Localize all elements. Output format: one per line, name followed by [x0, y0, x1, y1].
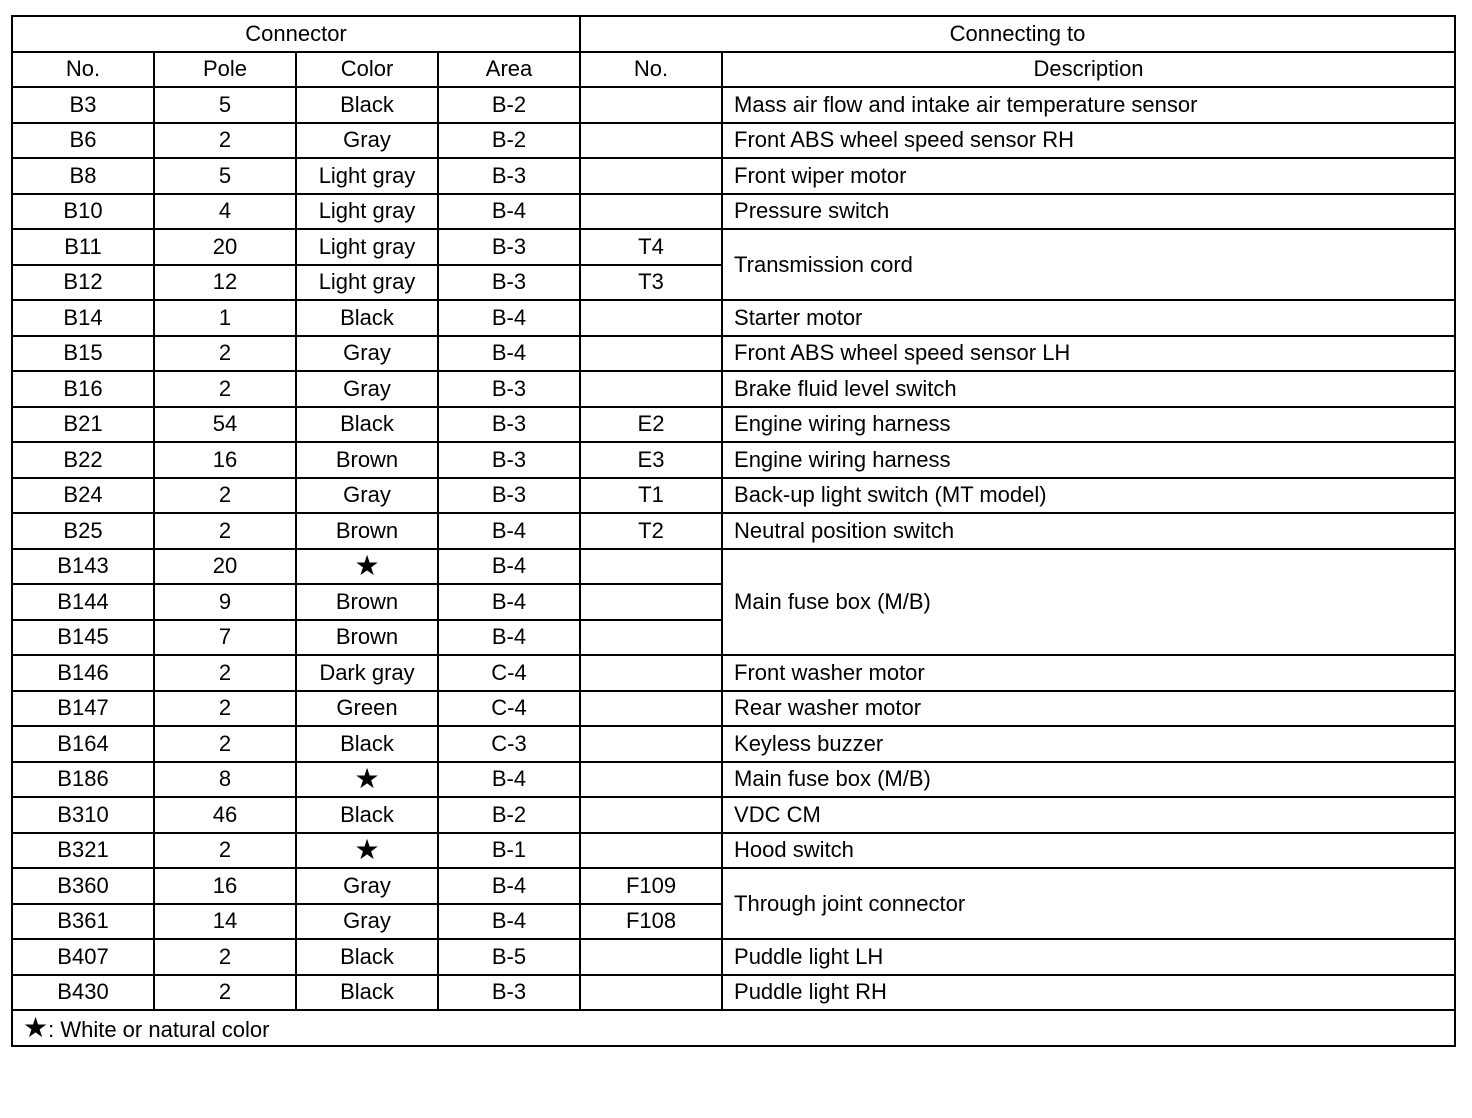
star-icon: ★ [23, 1011, 49, 1043]
connector-no-cell: B144 [12, 584, 154, 620]
table-row [12, 726, 1455, 762]
table-row [12, 549, 1455, 585]
table-row [12, 371, 1455, 407]
color-cell: Gray [296, 868, 438, 904]
table-body [12, 87, 1455, 1010]
description-cell: Engine wiring harness [722, 407, 1455, 443]
pole-cell: 2 [154, 478, 296, 514]
color-cell: Brown [296, 513, 438, 549]
table-row [12, 300, 1455, 336]
footnote-row [12, 1010, 1455, 1046]
pole-cell: 4 [154, 194, 296, 230]
connector-group-header: Connector [12, 16, 580, 52]
pole-cell: 2 [154, 123, 296, 159]
area-cell: B-3 [438, 229, 580, 265]
color-cell: Gray [296, 336, 438, 372]
color-cell: Light gray [296, 229, 438, 265]
footnote-text: : White or natural color [48, 1016, 270, 1042]
area-cell: B-2 [438, 87, 580, 123]
connecting-no-cell [580, 655, 722, 691]
connecting-no-cell [580, 584, 722, 620]
table-row [12, 797, 1455, 833]
area-cell: C-4 [438, 691, 580, 727]
pole-cell: 2 [154, 726, 296, 762]
col-header-area: Area [438, 52, 580, 88]
color-cell: Black [296, 797, 438, 833]
table-row [12, 442, 1455, 478]
connecting-no-cell [580, 939, 722, 975]
connector-no-cell: B25 [12, 513, 154, 549]
color-cell: Light gray [296, 194, 438, 230]
description-cell: Front ABS wheel speed sensor RH [722, 123, 1455, 159]
pole-cell: 9 [154, 584, 296, 620]
connecting-no-cell [580, 158, 722, 194]
table-row [12, 868, 1455, 904]
table-row [12, 478, 1455, 514]
connecting-no-cell [580, 87, 722, 123]
description-cell: Mass air flow and intake air temperature sensor [722, 87, 1455, 123]
connecting-no-cell [580, 300, 722, 336]
area-cell: B-3 [438, 975, 580, 1011]
connecting-no-cell: T3 [580, 265, 722, 301]
col-header-pole: Pole [154, 52, 296, 88]
pole-cell: 20 [154, 549, 296, 585]
description-cell: Pressure switch [722, 194, 1455, 230]
pole-cell: 2 [154, 939, 296, 975]
connector-no-cell: B430 [12, 975, 154, 1011]
color-cell: Black [296, 726, 438, 762]
connector-no-cell: B164 [12, 726, 154, 762]
pole-cell: 5 [154, 158, 296, 194]
area-cell: B-4 [438, 194, 580, 230]
color-cell: Dark gray [296, 655, 438, 691]
connector-no-cell: B24 [12, 478, 154, 514]
col-header-description: Description [722, 52, 1455, 88]
connector-no-cell: B361 [12, 904, 154, 940]
pole-cell: 2 [154, 691, 296, 727]
pole-cell: 2 [154, 513, 296, 549]
color-cell: Green [296, 691, 438, 727]
area-cell: B-4 [438, 549, 580, 585]
connector-no-cell: B407 [12, 939, 154, 975]
description-cell: Transmission cord [722, 229, 1455, 300]
area-cell: B-4 [438, 904, 580, 940]
connecting-no-cell [580, 975, 722, 1011]
description-cell: Front wiper motor [722, 158, 1455, 194]
connector-no-cell: B15 [12, 336, 154, 372]
connecting-no-cell [580, 620, 722, 656]
description-cell: Puddle light LH [722, 939, 1455, 975]
color-cell: Brown [296, 584, 438, 620]
area-cell: B-4 [438, 584, 580, 620]
pole-cell: 16 [154, 442, 296, 478]
area-cell: B-3 [438, 158, 580, 194]
connector-no-cell: B21 [12, 407, 154, 443]
area-cell: B-3 [438, 265, 580, 301]
connecting-no-cell: F109 [580, 868, 722, 904]
connecting-no-cell: T4 [580, 229, 722, 265]
connector-no-cell: B147 [12, 691, 154, 727]
area-cell: B-4 [438, 868, 580, 904]
connector-no-cell: B145 [12, 620, 154, 656]
color-cell: Black [296, 300, 438, 336]
description-cell: Neutral position switch [722, 513, 1455, 549]
connecting-no-cell [580, 833, 722, 869]
color-cell: Light gray [296, 158, 438, 194]
connecting-no-cell [580, 371, 722, 407]
star-icon: ★ [354, 550, 380, 582]
pole-cell: 2 [154, 336, 296, 372]
description-cell: VDC CM [722, 797, 1455, 833]
description-cell: Engine wiring harness [722, 442, 1455, 478]
pole-cell: 46 [154, 797, 296, 833]
connecting-no-cell: E3 [580, 442, 722, 478]
description-cell: Brake fluid level switch [722, 371, 1455, 407]
table-row [12, 229, 1455, 265]
connecting-no-cell [580, 691, 722, 727]
pole-cell: 2 [154, 371, 296, 407]
table-row [12, 513, 1455, 549]
connecting-no-cell [580, 194, 722, 230]
table-row [12, 939, 1455, 975]
connecting-no-cell: E2 [580, 407, 722, 443]
description-cell: Starter motor [722, 300, 1455, 336]
pole-cell: 2 [154, 975, 296, 1011]
color-cell: Light gray [296, 265, 438, 301]
connector-no-cell: B22 [12, 442, 154, 478]
pole-cell: 8 [154, 762, 296, 798]
pole-cell: 20 [154, 229, 296, 265]
connecting-no-cell [580, 797, 722, 833]
connector-no-cell: B321 [12, 833, 154, 869]
connecting-no-cell: T2 [580, 513, 722, 549]
description-cell: Front ABS wheel speed sensor LH [722, 336, 1455, 372]
table-row [12, 336, 1455, 372]
area-cell: B-3 [438, 442, 580, 478]
col-header-no: No. [12, 52, 154, 88]
description-cell: Keyless buzzer [722, 726, 1455, 762]
connecting-no-cell [580, 726, 722, 762]
column-header-row [12, 52, 1455, 88]
connector-no-cell: B186 [12, 762, 154, 798]
group-header-row [12, 16, 1455, 52]
color-cell: Black [296, 975, 438, 1011]
color-cell: Black [296, 87, 438, 123]
area-cell: B-2 [438, 123, 580, 159]
star-icon: ★ [354, 834, 380, 866]
table-row [12, 975, 1455, 1011]
table-row [12, 655, 1455, 691]
connector-no-cell: B3 [12, 87, 154, 123]
color-cell: Gray [296, 123, 438, 159]
color-cell [296, 833, 438, 869]
connecting-no-cell [580, 549, 722, 585]
pole-cell: 2 [154, 655, 296, 691]
area-cell: B-4 [438, 513, 580, 549]
color-cell: Black [296, 939, 438, 975]
area-cell: B-4 [438, 336, 580, 372]
color-cell: Gray [296, 478, 438, 514]
table-row [12, 87, 1455, 123]
description-cell: Main fuse box (M/B) [722, 762, 1455, 798]
area-cell: B-2 [438, 797, 580, 833]
connector-no-cell: B14 [12, 300, 154, 336]
area-cell: B-4 [438, 300, 580, 336]
connecting-no-cell [580, 762, 722, 798]
area-cell: B-3 [438, 478, 580, 514]
color-cell [296, 549, 438, 585]
connector-no-cell: B12 [12, 265, 154, 301]
color-cell: Black [296, 407, 438, 443]
connecting-no-cell [580, 336, 722, 372]
table-row [12, 833, 1455, 869]
col-header-color: Color [296, 52, 438, 88]
pole-cell: 16 [154, 868, 296, 904]
area-cell: B-1 [438, 833, 580, 869]
connector-no-cell: B11 [12, 229, 154, 265]
table-row [12, 123, 1455, 159]
area-cell: B-3 [438, 407, 580, 443]
pole-cell: 2 [154, 833, 296, 869]
connector-no-cell: B8 [12, 158, 154, 194]
table-row [12, 691, 1455, 727]
connector-no-cell: B143 [12, 549, 154, 585]
color-cell: Gray [296, 904, 438, 940]
col-header-connecting-no: No. [580, 52, 722, 88]
star-icon: ★ [354, 763, 380, 795]
area-cell: C-4 [438, 655, 580, 691]
connector-no-cell: B310 [12, 797, 154, 833]
pole-cell: 1 [154, 300, 296, 336]
description-cell: Front washer motor [722, 655, 1455, 691]
connector-no-cell: B16 [12, 371, 154, 407]
table-row [12, 158, 1455, 194]
connector-no-cell: B146 [12, 655, 154, 691]
connecting-no-cell: T1 [580, 478, 722, 514]
pole-cell: 5 [154, 87, 296, 123]
area-cell: B-4 [438, 620, 580, 656]
connector-no-cell: B10 [12, 194, 154, 230]
connector-table [11, 15, 1456, 1047]
connecting-to-group-header: Connecting to [580, 16, 1455, 52]
area-cell: B-5 [438, 939, 580, 975]
area-cell: C-3 [438, 726, 580, 762]
connector-no-cell: B360 [12, 868, 154, 904]
color-cell: Brown [296, 620, 438, 656]
color-cell: Gray [296, 371, 438, 407]
description-cell: Through joint connector [722, 868, 1455, 939]
footnote [12, 1010, 1455, 1046]
color-cell [296, 762, 438, 798]
pole-cell: 12 [154, 265, 296, 301]
table-row [12, 194, 1455, 230]
color-cell: Brown [296, 442, 438, 478]
pole-cell: 14 [154, 904, 296, 940]
pole-cell: 54 [154, 407, 296, 443]
description-cell: Rear washer motor [722, 691, 1455, 727]
description-cell: Puddle light RH [722, 975, 1455, 1011]
table-row [12, 407, 1455, 443]
connecting-no-cell [580, 123, 722, 159]
table-row [12, 762, 1455, 798]
area-cell: B-4 [438, 762, 580, 798]
description-cell: Main fuse box (M/B) [722, 549, 1455, 656]
area-cell: B-3 [438, 371, 580, 407]
pole-cell: 7 [154, 620, 296, 656]
description-cell: Hood switch [722, 833, 1455, 869]
description-cell: Back-up light switch (MT model) [722, 478, 1455, 514]
connector-no-cell: B6 [12, 123, 154, 159]
connecting-no-cell: F108 [580, 904, 722, 940]
